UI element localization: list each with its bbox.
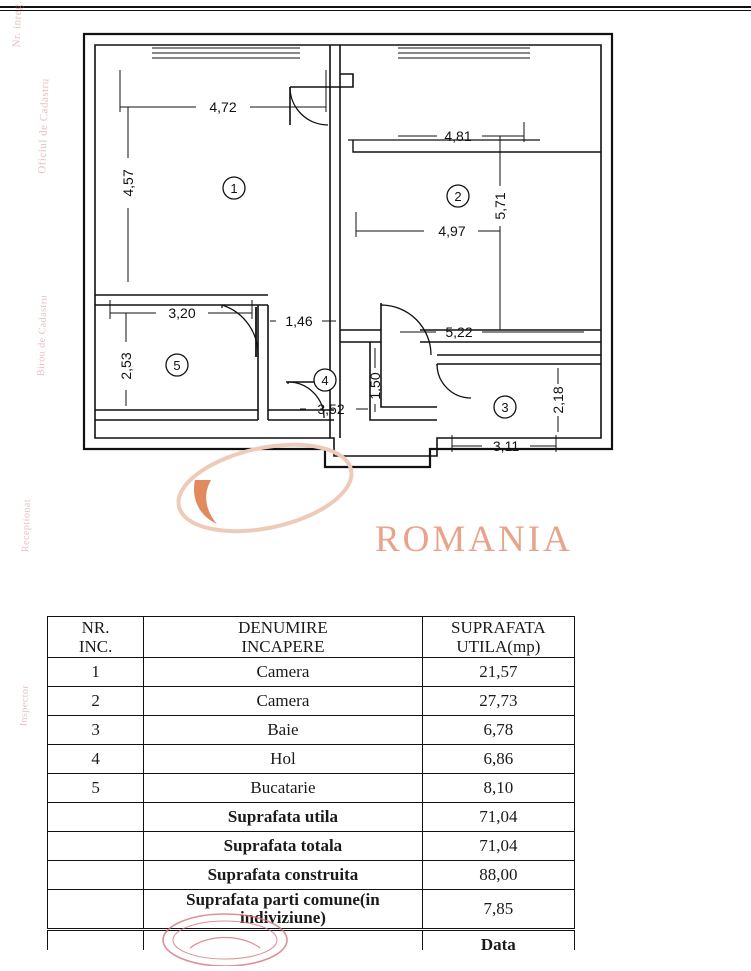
table-footer-row-cropped (47, 930, 575, 950)
floor-plan-drawing (0, 12, 751, 592)
header-area-line1: SUPRAFATA (451, 618, 546, 637)
row-area: 6,86 (422, 745, 574, 774)
dim-4-57: 4,57 (120, 169, 136, 197)
row-area: 8,10 (422, 774, 574, 803)
page-top-rule (0, 6, 751, 8)
common-nr-blank (48, 890, 144, 929)
table-row (48, 658, 575, 687)
total-area: 71,04 (422, 832, 574, 861)
room-marker-5: 5 (173, 358, 181, 373)
total-area: 71,04 (422, 803, 574, 832)
dim-3-52: 3,52 (317, 401, 345, 417)
row-nr: 4 (48, 745, 144, 774)
common-area: 7,85 (422, 890, 574, 929)
dim-5-71: 5,71 (492, 192, 508, 220)
total-name: Suprafata totala (144, 832, 423, 861)
table-total-row (48, 861, 575, 890)
total-nr-blank (48, 803, 144, 832)
dim-3-20: 3,20 (168, 305, 196, 321)
table-common-parts-row (48, 890, 575, 929)
dim-2-53: 2,53 (118, 352, 134, 380)
row-area: 6,78 (422, 716, 574, 745)
dim-1-46: 1,46 (285, 313, 313, 329)
watermark-text: ROMANIA (375, 519, 573, 560)
dim-4-81: 4,81 (444, 128, 472, 144)
dim-2-18: 2,18 (550, 386, 566, 414)
dim-4-97: 4,97 (438, 223, 466, 239)
margin-stamp-4: Receptionat (20, 498, 34, 553)
row-area: 21,57 (422, 658, 574, 687)
margin-stamp-5: Inspector (18, 684, 32, 727)
total-nr-blank (48, 832, 144, 861)
row-nr: 1 (48, 658, 144, 687)
table-total-row (48, 803, 575, 832)
margin-stamp-3: Birou de Cadastru (35, 294, 50, 377)
row-nr: 5 (48, 774, 144, 803)
table-header-row (48, 617, 575, 658)
header-area-line2: UTILA(mp) (456, 637, 541, 657)
table-row (48, 745, 575, 774)
common-name-line1: Suprafata parti (186, 890, 299, 910)
total-nr-blank (48, 861, 144, 890)
room-marker-2: 2 (454, 189, 462, 204)
total-name: Suprafata utila (144, 803, 423, 832)
row-name: Bucatarie (144, 774, 423, 803)
table-row (48, 716, 575, 745)
margin-stamp-1: Nr. inreg. (10, 0, 25, 48)
header-nr (48, 617, 144, 658)
header-name-line2: INCAPERE (241, 637, 325, 657)
header-nr-line1: NR. (81, 618, 110, 637)
dim-4-72: 4,72 (209, 99, 237, 115)
header-name (144, 617, 423, 658)
footer-nr-blank (48, 931, 144, 951)
footer-name-blank (144, 931, 423, 951)
table-total-row (48, 832, 575, 861)
row-nr: 3 (48, 716, 144, 745)
room-marker-1: 1 (230, 181, 238, 196)
common-name-line2: comune(in indiviziune) (239, 890, 380, 927)
page-top-rule-secondary (0, 10, 751, 11)
row-name: Hol (144, 745, 423, 774)
table-row (48, 687, 575, 716)
row-name: Baie (144, 716, 423, 745)
row-nr: 2 (48, 687, 144, 716)
room-schedule-table (47, 616, 575, 929)
header-area (422, 617, 574, 658)
dim-1-50: 1,50 (367, 372, 383, 400)
table-row (48, 774, 575, 803)
dim-5-22: 5,22 (445, 324, 473, 340)
row-name: Camera (144, 687, 423, 716)
row-area: 27,73 (422, 687, 574, 716)
row-name: Camera (144, 658, 423, 687)
total-name: Suprafata construita (144, 861, 423, 890)
total-area: 88,00 (422, 861, 574, 890)
footer-data-label: Data (422, 931, 574, 951)
margin-stamp-2: Oficiul de Cadastru (36, 77, 52, 175)
room-marker-3: 3 (501, 400, 509, 415)
header-name-line1: DENUMIRE (238, 618, 328, 637)
room-marker-4: 4 (321, 373, 329, 388)
header-nr-line2: INC. (78, 637, 113, 657)
common-name (144, 890, 423, 929)
dim-3-11: 3,11 (492, 438, 520, 454)
